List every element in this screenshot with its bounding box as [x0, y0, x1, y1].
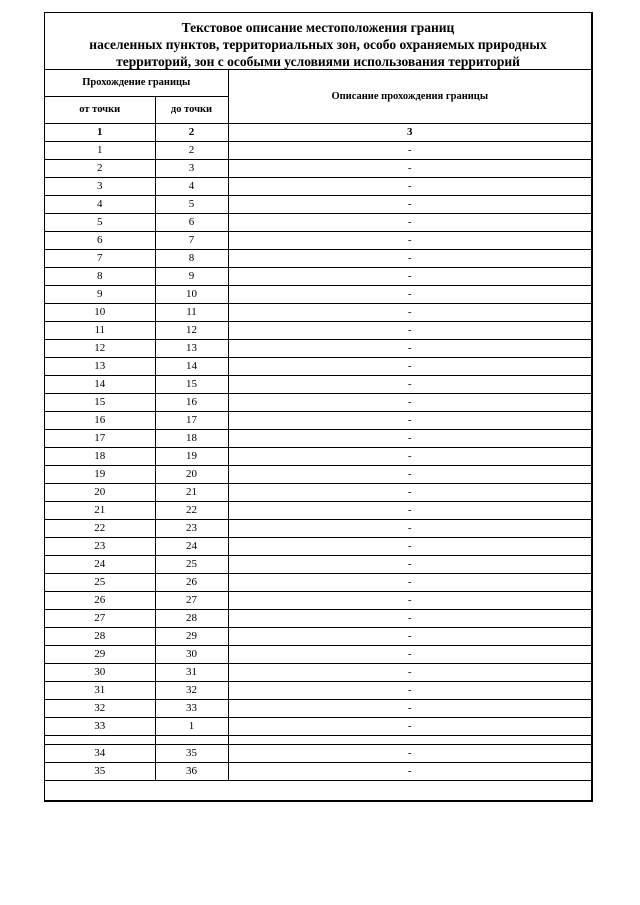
table-row [45, 448, 591, 466]
table-row [45, 484, 591, 502]
to-point-cell: 2 [155, 142, 228, 160]
header-passage: Прохождение границы [45, 70, 228, 97]
table-row [45, 664, 591, 682]
from-point-cell: 16 [45, 412, 155, 430]
description-cell: - [228, 250, 591, 268]
title-line-2: населенных пунктов, территориальных зон, особо охраняемых природных [89, 37, 547, 52]
title-line-1: Текстовое описание местоположения границ [181, 20, 455, 35]
table-row [45, 142, 591, 160]
from-point-cell: 8 [45, 268, 155, 286]
from-point-cell: 23 [45, 538, 155, 556]
description-cell: - [228, 502, 591, 520]
from-point-cell: 25 [45, 574, 155, 592]
to-point-cell: 22 [155, 502, 228, 520]
to-point-cell: 6 [155, 214, 228, 232]
description-cell: - [228, 610, 591, 628]
from-point-cell: 14 [45, 376, 155, 394]
from-point-cell: 12 [45, 340, 155, 358]
boundary-description-document [44, 12, 593, 802]
description-cell: - [228, 538, 591, 556]
to-point-cell: 31 [155, 664, 228, 682]
to-point-cell: 20 [155, 466, 228, 484]
to-point-cell: 11 [155, 304, 228, 322]
description-cell: - [228, 358, 591, 376]
table-row [45, 592, 591, 610]
description-cell: - [228, 268, 591, 286]
to-point-cell: 7 [155, 232, 228, 250]
to-point-cell: 3 [155, 160, 228, 178]
table-row [45, 682, 591, 700]
description-cell: - [228, 286, 591, 304]
description-cell: - [228, 376, 591, 394]
table-row [45, 628, 591, 646]
to-point-cell: 32 [155, 682, 228, 700]
table-row [45, 232, 591, 250]
description-cell: - [228, 142, 591, 160]
header-from-point: от точки [45, 97, 155, 124]
from-point-cell [45, 736, 155, 745]
description-cell: - [228, 466, 591, 484]
table-row [45, 178, 591, 196]
table-row [45, 214, 591, 232]
description-cell: - [228, 745, 591, 763]
table-row [45, 412, 591, 430]
table-row [45, 718, 591, 736]
table-row [45, 736, 591, 745]
to-point-cell [155, 736, 228, 745]
table-row [45, 304, 591, 322]
table-row [45, 196, 591, 214]
from-point-cell: 6 [45, 232, 155, 250]
table-row [45, 322, 591, 340]
description-cell: - [228, 304, 591, 322]
column-number-3: 3 [228, 124, 591, 142]
to-point-cell: 12 [155, 322, 228, 340]
from-point-cell: 29 [45, 646, 155, 664]
from-point-cell: 35 [45, 763, 155, 781]
table-row [45, 610, 591, 628]
header-to-point: до точки [155, 97, 228, 124]
description-cell: - [228, 664, 591, 682]
description-cell: - [228, 178, 591, 196]
title-line-3: территорий, зон с особыми условиями использования территорий [116, 54, 520, 69]
description-cell: - [228, 412, 591, 430]
table-row [45, 556, 591, 574]
to-point-cell: 15 [155, 376, 228, 394]
to-point-cell: 23 [155, 520, 228, 538]
description-cell: - [228, 700, 591, 718]
table-row [45, 502, 591, 520]
column-number-1: 1 [45, 124, 155, 142]
table-row [45, 538, 591, 556]
from-point-cell: 32 [45, 700, 155, 718]
to-point-cell: 1 [155, 718, 228, 736]
table-row [45, 745, 591, 763]
description-cell: - [228, 763, 591, 781]
description-cell: - [228, 628, 591, 646]
to-point-cell: 19 [155, 448, 228, 466]
to-point-cell: 28 [155, 610, 228, 628]
table-row [45, 160, 591, 178]
boundary-table [45, 70, 591, 781]
from-point-cell: 15 [45, 394, 155, 412]
from-point-cell: 13 [45, 358, 155, 376]
from-point-cell: 5 [45, 214, 155, 232]
to-point-cell: 9 [155, 268, 228, 286]
to-point-cell: 36 [155, 763, 228, 781]
table-row [45, 466, 591, 484]
from-point-cell: 34 [45, 745, 155, 763]
description-cell [228, 736, 591, 745]
description-cell: - [228, 520, 591, 538]
to-point-cell: 25 [155, 556, 228, 574]
from-point-cell: 7 [45, 250, 155, 268]
to-point-cell: 16 [155, 394, 228, 412]
to-point-cell: 29 [155, 628, 228, 646]
description-cell: - [228, 646, 591, 664]
table-row [45, 358, 591, 376]
table-row [45, 340, 591, 358]
to-point-cell: 4 [155, 178, 228, 196]
to-point-cell: 27 [155, 592, 228, 610]
description-cell: - [228, 448, 591, 466]
description-cell: - [228, 340, 591, 358]
from-point-cell: 21 [45, 502, 155, 520]
table-row [45, 286, 591, 304]
table-row [45, 430, 591, 448]
description-cell: - [228, 556, 591, 574]
description-cell: - [228, 718, 591, 736]
description-cell: - [228, 394, 591, 412]
to-point-cell: 21 [155, 484, 228, 502]
to-point-cell: 10 [155, 286, 228, 304]
description-cell: - [228, 592, 591, 610]
from-point-cell: 11 [45, 322, 155, 340]
table-row [45, 376, 591, 394]
to-point-cell: 5 [155, 196, 228, 214]
description-cell: - [228, 430, 591, 448]
description-cell: - [228, 484, 591, 502]
table-row [45, 574, 591, 592]
table-row [45, 763, 591, 781]
from-point-cell: 28 [45, 628, 155, 646]
from-point-cell: 10 [45, 304, 155, 322]
from-point-cell: 1 [45, 142, 155, 160]
from-point-cell: 31 [45, 682, 155, 700]
description-cell: - [228, 322, 591, 340]
to-point-cell: 13 [155, 340, 228, 358]
column-number-2: 2 [155, 124, 228, 142]
table-row [45, 250, 591, 268]
table-row [45, 646, 591, 664]
from-point-cell: 30 [45, 664, 155, 682]
to-point-cell: 17 [155, 412, 228, 430]
from-point-cell: 9 [45, 286, 155, 304]
to-point-cell: 33 [155, 700, 228, 718]
to-point-cell: 30 [155, 646, 228, 664]
table-row [45, 268, 591, 286]
from-point-cell: 22 [45, 520, 155, 538]
from-point-cell: 27 [45, 610, 155, 628]
from-point-cell: 26 [45, 592, 155, 610]
document-title [45, 13, 591, 70]
from-point-cell: 17 [45, 430, 155, 448]
description-cell: - [228, 232, 591, 250]
from-point-cell: 24 [45, 556, 155, 574]
to-point-cell: 26 [155, 574, 228, 592]
to-point-cell: 8 [155, 250, 228, 268]
from-point-cell: 3 [45, 178, 155, 196]
table-row [45, 700, 591, 718]
from-point-cell: 2 [45, 160, 155, 178]
description-cell: - [228, 682, 591, 700]
from-point-cell: 4 [45, 196, 155, 214]
description-cell: - [228, 160, 591, 178]
to-point-cell: 35 [155, 745, 228, 763]
from-point-cell: 19 [45, 466, 155, 484]
from-point-cell: 20 [45, 484, 155, 502]
table-row [45, 394, 591, 412]
to-point-cell: 24 [155, 538, 228, 556]
from-point-cell: 33 [45, 718, 155, 736]
description-cell: - [228, 214, 591, 232]
to-point-cell: 14 [155, 358, 228, 376]
description-cell: - [228, 196, 591, 214]
header-description: Описание прохождения границы [228, 70, 591, 124]
from-point-cell: 18 [45, 448, 155, 466]
to-point-cell: 18 [155, 430, 228, 448]
description-cell: - [228, 574, 591, 592]
table-row [45, 520, 591, 538]
